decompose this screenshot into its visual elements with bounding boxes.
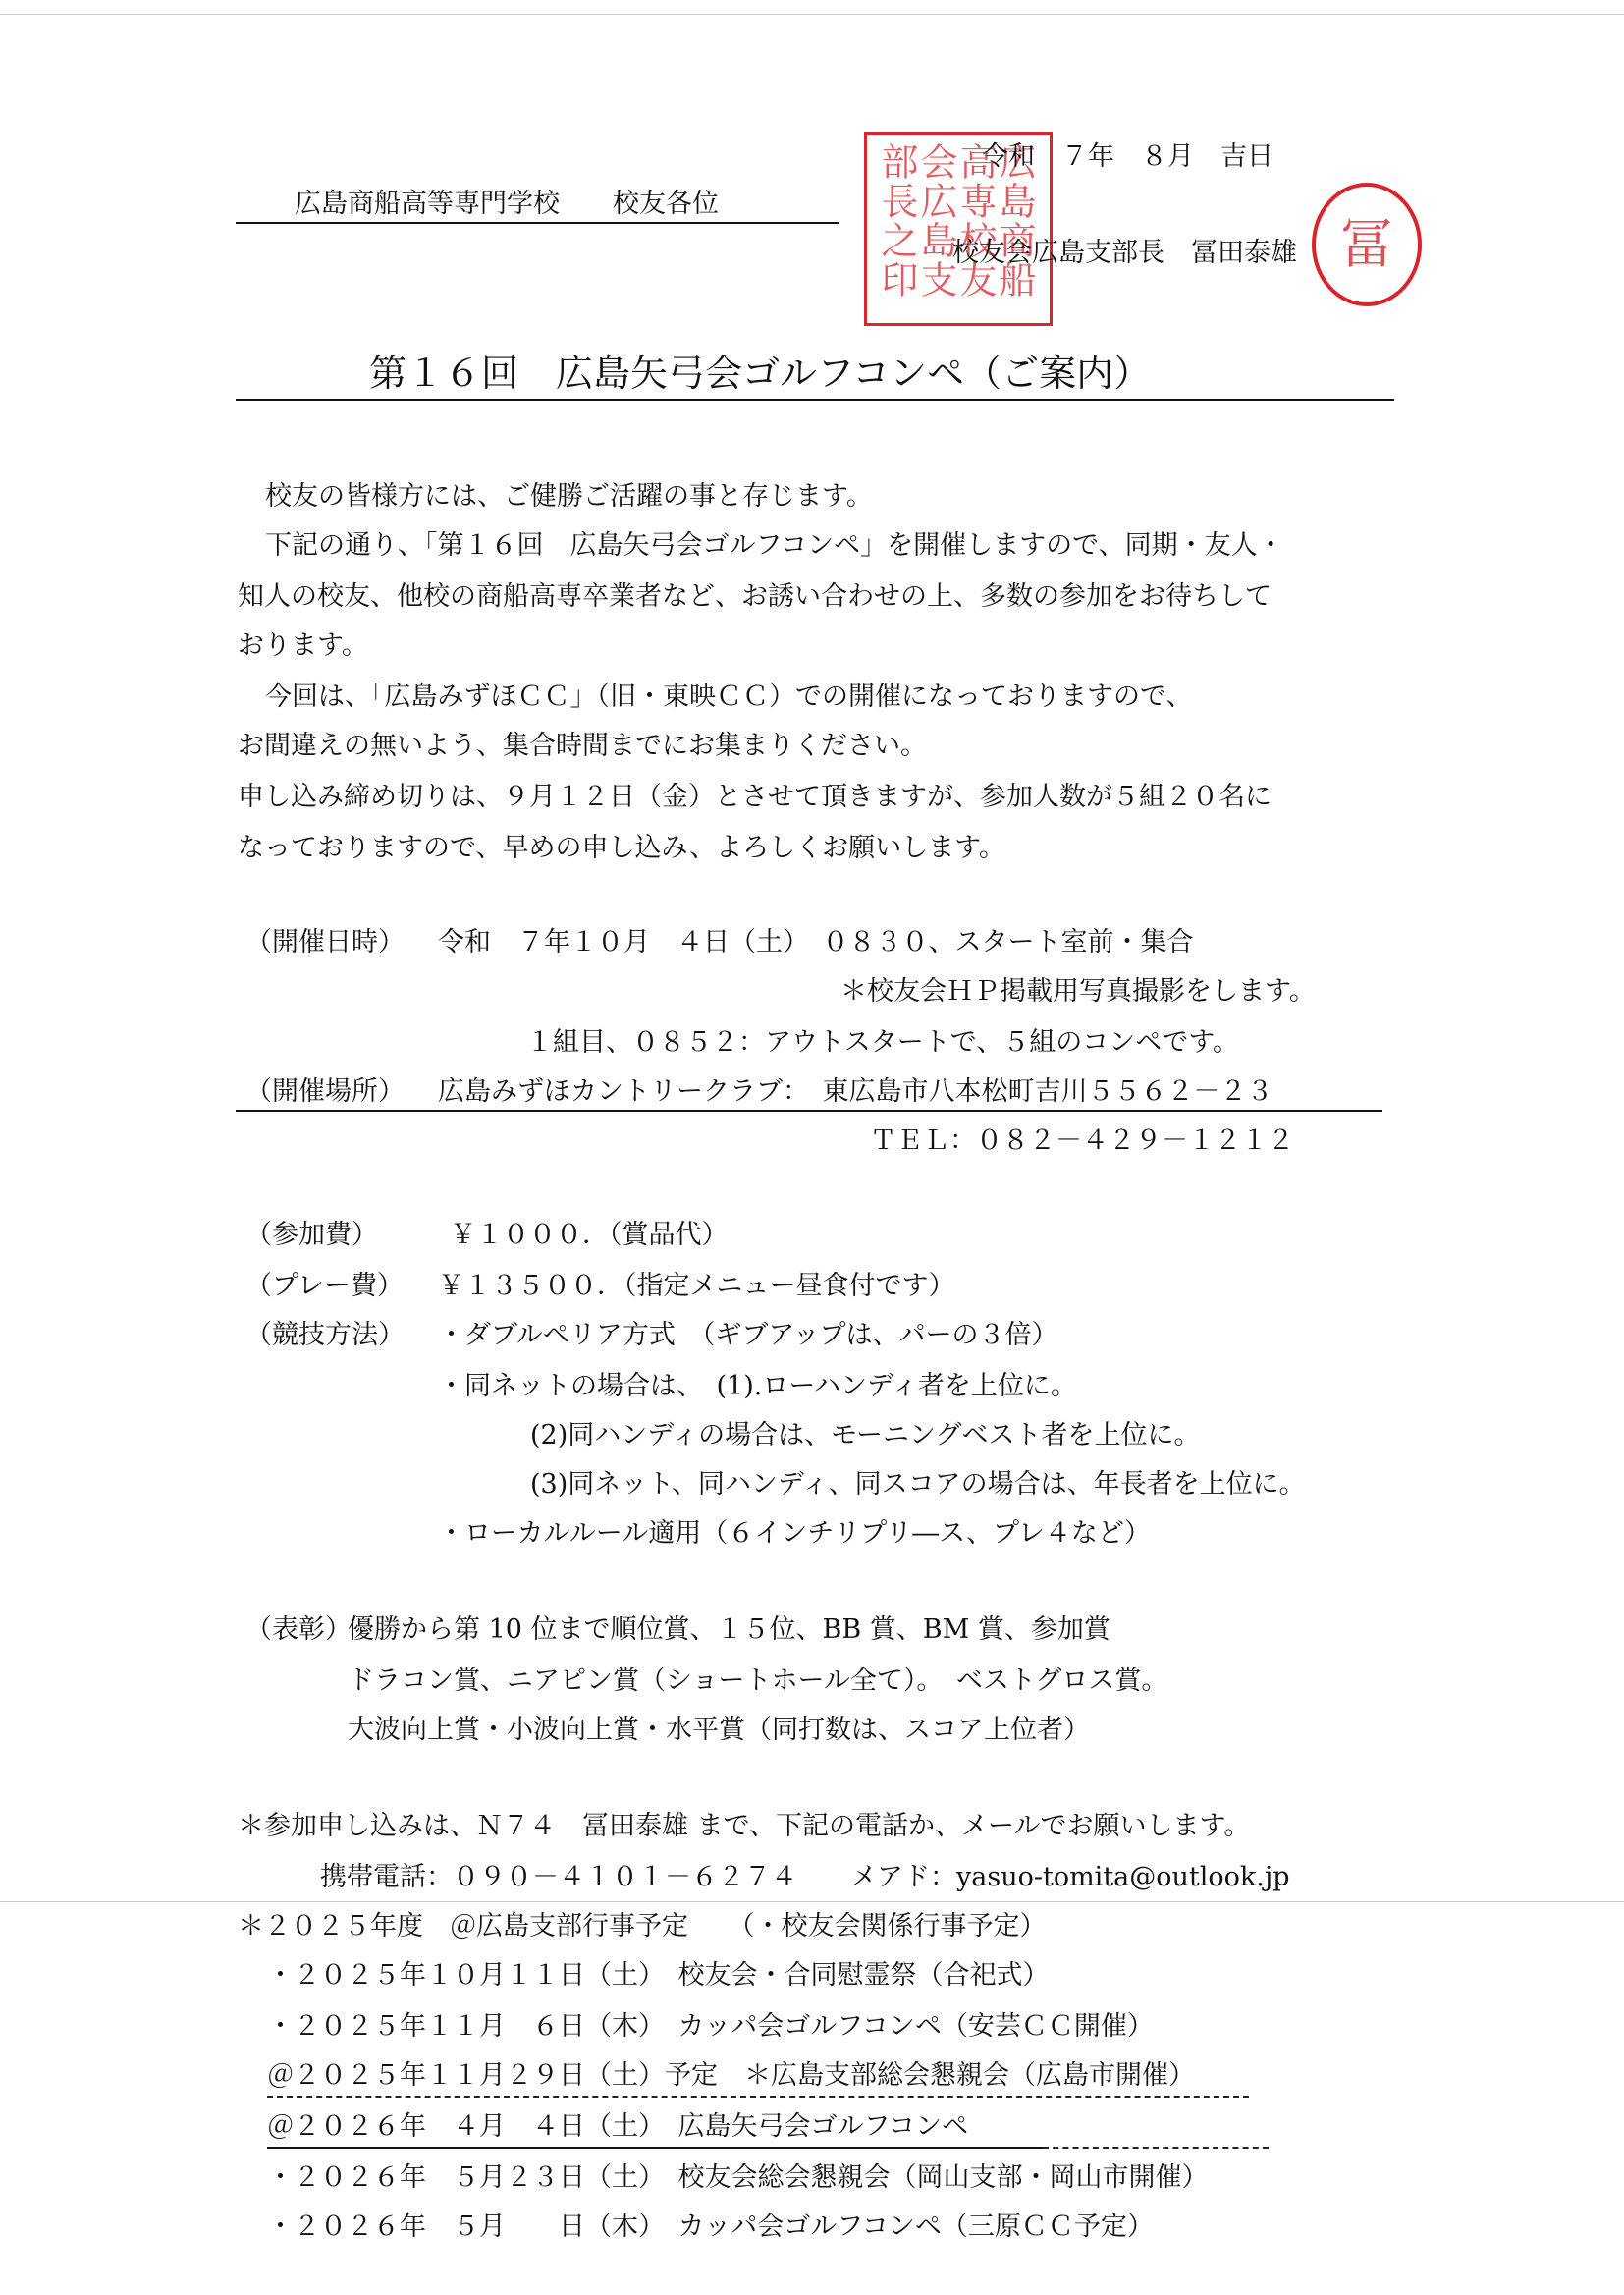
place-label: （開催場所） [245,1076,405,1107]
intro-line-3: 知人の校友、他校の商船高専卒業者など、お誘い合わせの上、多数の参加をお待ちして [238,581,1272,612]
date-label: （開催日時） [245,927,405,957]
event-item: ＠２０２６年 ４月 ４日（土） 広島矢弓会ゴルフコンペ [267,2111,969,2142]
method-line-2: ・同ネットの場合は、 (1).ローハンディ者を上位に。 [438,1371,1077,1401]
scan-edge-top [0,14,1624,15]
place-underline [236,1110,1382,1112]
method-line-1: ・ダブルペリア方式 （ギブアップは、パーの３倍） [438,1320,1058,1350]
event-item: ・２０２６年 ５月２３日（土） 校友会総会懇親会（岡山支部・岡山市開催） [267,2162,1209,2193]
document-date: 令和 ７年 ８月 吉日 [982,141,1273,172]
event-underline [267,2147,1043,2149]
round-name-seal [1312,183,1422,306]
method-line-4: (3)同ネット、同ハンディ、同スコアの場合は、年長者を上位に。 [530,1469,1306,1500]
awards-line-2: ドラコン賞、ニアピン賞（ショートホール全て）。 ベストグロス賞。 [348,1666,1168,1696]
scan-edge-middle [0,1901,1624,1902]
intro-line-5: 今回は、「広島みずほＣＣ」（旧・東映ＣＣ）での開催になっておりますので、 [265,682,1193,712]
method-label: （競技方法） [245,1320,405,1350]
entry-fee-value: ￥１０００．（賞品代） [450,1220,729,1250]
entry-fee-label: （参加費） [245,1220,378,1250]
method-line-5: ・ローカルルール適用（６インチリプリ―ス、プレ４など） [438,1518,1151,1549]
intro-line-7: 申し込み締め切りは、９月１２日（金）とさせて頂きますが、参加人数が５組２０名に [238,782,1272,812]
start-note: １組目、０８５２：アウトスタートで、５組のコンペです。 [526,1027,1240,1058]
event-item: ・２０２５年１０月１１日（土） 校友会・合同慰霊祭（合祀式） [267,1960,1050,1991]
intro-line-4: おります。 [238,630,368,661]
play-fee-label: （プレー費） [245,1271,404,1301]
event-underline-dashed [1043,2147,1269,2149]
method-line-3: (2)同ハンディの場合は、モーニングベスト者を上位に。 [530,1420,1201,1450]
event-item: ・２０２５年１１月 ６日（木） カッパ会ゴルフコンペ（安芸ＣＣ開催） [267,2011,1154,2042]
event-underline-dashed [267,2096,1249,2098]
contact-phone-email: 携帯電話：０９０－４１０１－６２７４ メアド：yasuo-tomita@outlook.jp [320,1862,1290,1892]
awards-label: （表彰） [245,1614,352,1645]
intro-line-2: 下記の通り、「第１６回 広島矢弓会ゴルフコンペ」を開催しますので、同期・友人・ [265,530,1284,561]
square-seal-text: 広島商船 高専校友 会広島支 部長之印 [875,142,1036,300]
event-item: ＠２０２５年１１月２９日（土）予定 ＊広島支部総会懇親会（広島市開催） [267,2060,1195,2091]
events-heading: ＊２０２５年度 ＠広島支部行事予定 （・校友会関係行事予定） [238,1911,1047,1941]
play-fee-value: ￥１３５００．（指定メニュー昼食付です） [438,1271,955,1301]
venue-tel: ＴＥＬ：０８２－４２９－１２１２ [870,1125,1294,1156]
awards-line-3: 大波向上賞・小波向上賞・水平賞（同打数は、スコア上位者） [348,1715,1090,1745]
place-value: 広島みずほカントリークラブ： 東広島市八本松町吉川５５６２－２３ [438,1076,1273,1107]
contact-note: ＊参加申し込みは、Ｎ７４ 冨田泰雄 まで、下記の電話か、メールでお願いします。 [238,1811,1251,1841]
title-underline [236,399,1394,401]
intro-line-6: お間違えの無いよう、集合時間までにお集まりください。 [238,731,927,761]
sender: 校友会広島支部長 冨田泰雄 [952,238,1297,268]
event-item: ・２０２６年 ５月 日（木） カッパ会ゴルフコンペ（三原ＣＣ予定） [267,2212,1154,2242]
awards-line-1: 優勝から第 10 位まで順位賞、１５位、BB 賞、BM 賞、参加賞 [348,1614,1110,1645]
round-seal-text: 冨 [1340,213,1393,275]
intro-line-1: 校友の皆様方には、ご健勝ご活躍の事と存じます。 [265,481,873,512]
addressee-underline [236,222,839,224]
document-title: 第１６回 広島矢弓会ゴルフコンペ（ご案内） [369,352,1152,395]
addressee: 広島商船高等専門学校 校友各位 [295,189,719,219]
date-value: 令和 ７年１０月 ４日（土） ０８３０、スタート室前・集合 [438,927,1194,957]
photo-note: ＊校友会ＨＰ掲載用写真撮影をします。 [840,976,1316,1007]
intro-line-8: なっておりますので、早めの申し込み、よろしくお願いします。 [238,833,1005,863]
